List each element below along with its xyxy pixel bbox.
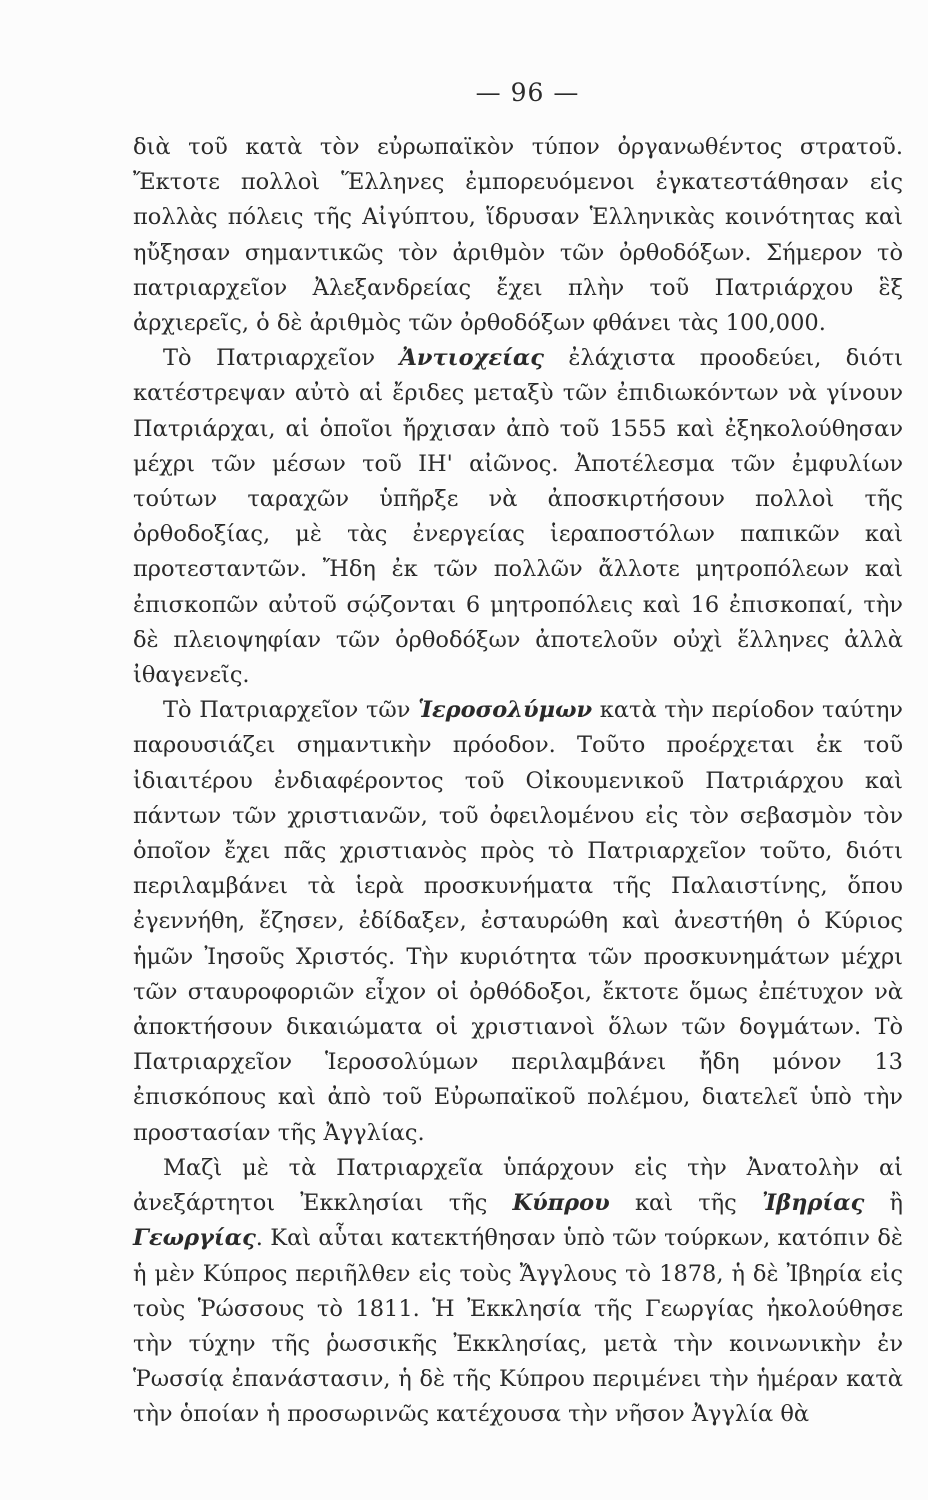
emphasized-term: Ἀντιοχείας: [399, 345, 544, 372]
paragraph-4: [133, 1151, 903, 1433]
page-number: — 96 —: [475, 78, 580, 107]
paragraph-text: . Καὶ αὗται κατεκτήθησαν ὑπὸ τῶν τούρκων, κατόπιν δὲ ἡ μὲν Κύπρος περιῆλθεν εἰς τοὺς Ἄγγλους τὸ 1878, ἡ δὲ Ἰβηρία εἰς τοὺς Ῥώσσους τὸ 1811. Ἡ Ἐκκλησία τῆς Γεωργίας ἠκολούθησε τὴν τύχην τῆς ῥωσσικῆς Ἐκκλησίας, μετὰ τὴν κοινωνικὴν ἐν Ῥωσσίᾳ ἐπανάστασιν, ἡ δὲ τῆς Κύπρου περιμένει τὴν ἡμέραν κατὰ τὴν ὁποίαν ἡ προσωρινῶς κατέχουσα τὴν νῆσον Ἀγγλία θὰ: [133, 1225, 903, 1428]
paragraph-text: Τὸ Πατριαρχεῖον: [163, 345, 400, 372]
paragraph-text: διὰ τοῦ κατὰ τὸν εὐρωπαϊκὸν τύπον ὀργανωθέντος στρατοῦ. Ἔκτοτε πολλοὶ Ἕλληνες ἐμπορευόμενοι ἐγκατεστάθησαν εἰς πολλὰς πόλεις τῆς Αἰγύπτου, ἵδρυσαν Ἑλληνικὰς κοινότητας καὶ ηὔξησαν σημαντικῶς τὸν ἀριθμὸν τῶν ὀρθοδόξων. Σήμερον τὸ πατριαρχεῖον Ἀλεξανδρείας ἔχει πλὴν τοῦ Πατριάρχου ἓξ ἀρχιερεῖς, ὁ δὲ ἀριθμὸς τῶν ὀρθοδόξων φθάνει τὰς 100,000.: [133, 134, 903, 337]
paragraph-1: [133, 130, 903, 341]
paragraph-text: ἐλάχιστα προοδεύει, διότι κατέστρεψαν αὐτὸ αἱ ἔριδες μεταξὺ τῶν ἐπιδιωκόντων νὰ γίνουν Πατριάρχαι, αἱ ὁποῖοι ἤρχισαν ἀπὸ τοῦ 1555 καὶ ἐξηκολούθησαν μέχρι τῶν μέσων τοῦ ΙΗ' αἰῶνος. Ἀποτέλεσμα τῶν ἐμφυλίων τούτων ταραχῶν ὑπῆρξε νὰ ἀποσκιρτήσουν πολλοὶ τῆς ὀρθοδοξίας, μὲ τὰς ἐνεργείας ἱεραποστόλων παπικῶν καὶ προτεσταντῶν. Ἤδη ἐκ τῶν πολλῶν ἄλλοτε μητροπόλεων καὶ ἐπισκοπῶν αὐτοῦ σῴζονται 6 μητροπόλεις καὶ 16 ἐπισκοπαί, τὴν δὲ πλειοψηφίαν τῶν ὀρθοδόξων ἀποτελοῦν οὐχὶ ἕλληνες ἀλλὰ ἰθαγενεῖς.: [133, 345, 903, 689]
emphasized-term: Κύπρου: [512, 1190, 610, 1217]
emphasized-term: Ἰβηρίας: [761, 1190, 865, 1217]
emphasized-term: Γεωργίας: [133, 1225, 256, 1252]
paragraph-text: καὶ τῆς: [609, 1190, 762, 1217]
page-body: [133, 130, 903, 1433]
paragraph-text: ἢ: [864, 1190, 904, 1217]
paragraph-text: κατὰ τὴν περίοδον ταύτην παρουσιάζει σημαντικὴν πρόοδον. Τοῦτο προέρχεται ἐκ τοῦ ἰδιαιτέρου ἐνδιαφέροντος τοῦ Οἰκουμενικοῦ Πατριάρχου καὶ πάντων τῶν χριστιανῶν, τοῦ ὀφειλομένου εἰς τὸν σεβασμὸν τὸν ὁποῖον ἔχει πᾶς χριστιανὸς πρὸς τὸ Πατριαρχεῖον τοῦτο, διότι περιλαμβάνει τὰ ἱερὰ προσκυνήματα τῆς Παλαιστίνης, ὅπου ἐγεννήθη, ἔζησεν, ἐδίδαξεν, ἐσταυρώθη καὶ ἀνεστήθη ὁ Κύριος ἡμῶν Ἰησοῦς Χριστός. Τὴν κυριότητα τῶν προσκυνημάτων μέχρι τῶν σταυροφοριῶν εἶχον οἱ ὀρθόδοξοι, ἔκτοτε ὅμως ἐπέτυχον νὰ ἀποκτήσουν δικαιώματα οἱ χριστιανοὶ ὅλων τῶν δογμάτων. Τὸ Πατριαρχεῖον Ἱεροσολύμων περιλαμβάνει ἤδη μόνον 13 ἐπισκόπους καὶ ἀπὸ τοῦ Εὐρωπαϊκοῦ πολέμου, διατελεῖ ὑπὸ τὴν προστασίαν τῆς Ἀγγλίας.: [133, 697, 903, 1146]
paragraph-text: Τὸ Πατριαρχεῖον τῶν: [163, 697, 419, 724]
emphasized-term: Ἱεροσολύμων: [418, 697, 593, 724]
paragraph-3: [133, 693, 903, 1151]
paragraph-2: [133, 341, 903, 693]
paragraph-text: Μαζὶ μὲ τὰ Πατριαρχεῖα ὑπάρχουν εἰς τὴν Ἀνατολὴν αἱ ἀνεξάρτητοι Ἐκκλησίαι τῆς: [133, 1154, 903, 1217]
